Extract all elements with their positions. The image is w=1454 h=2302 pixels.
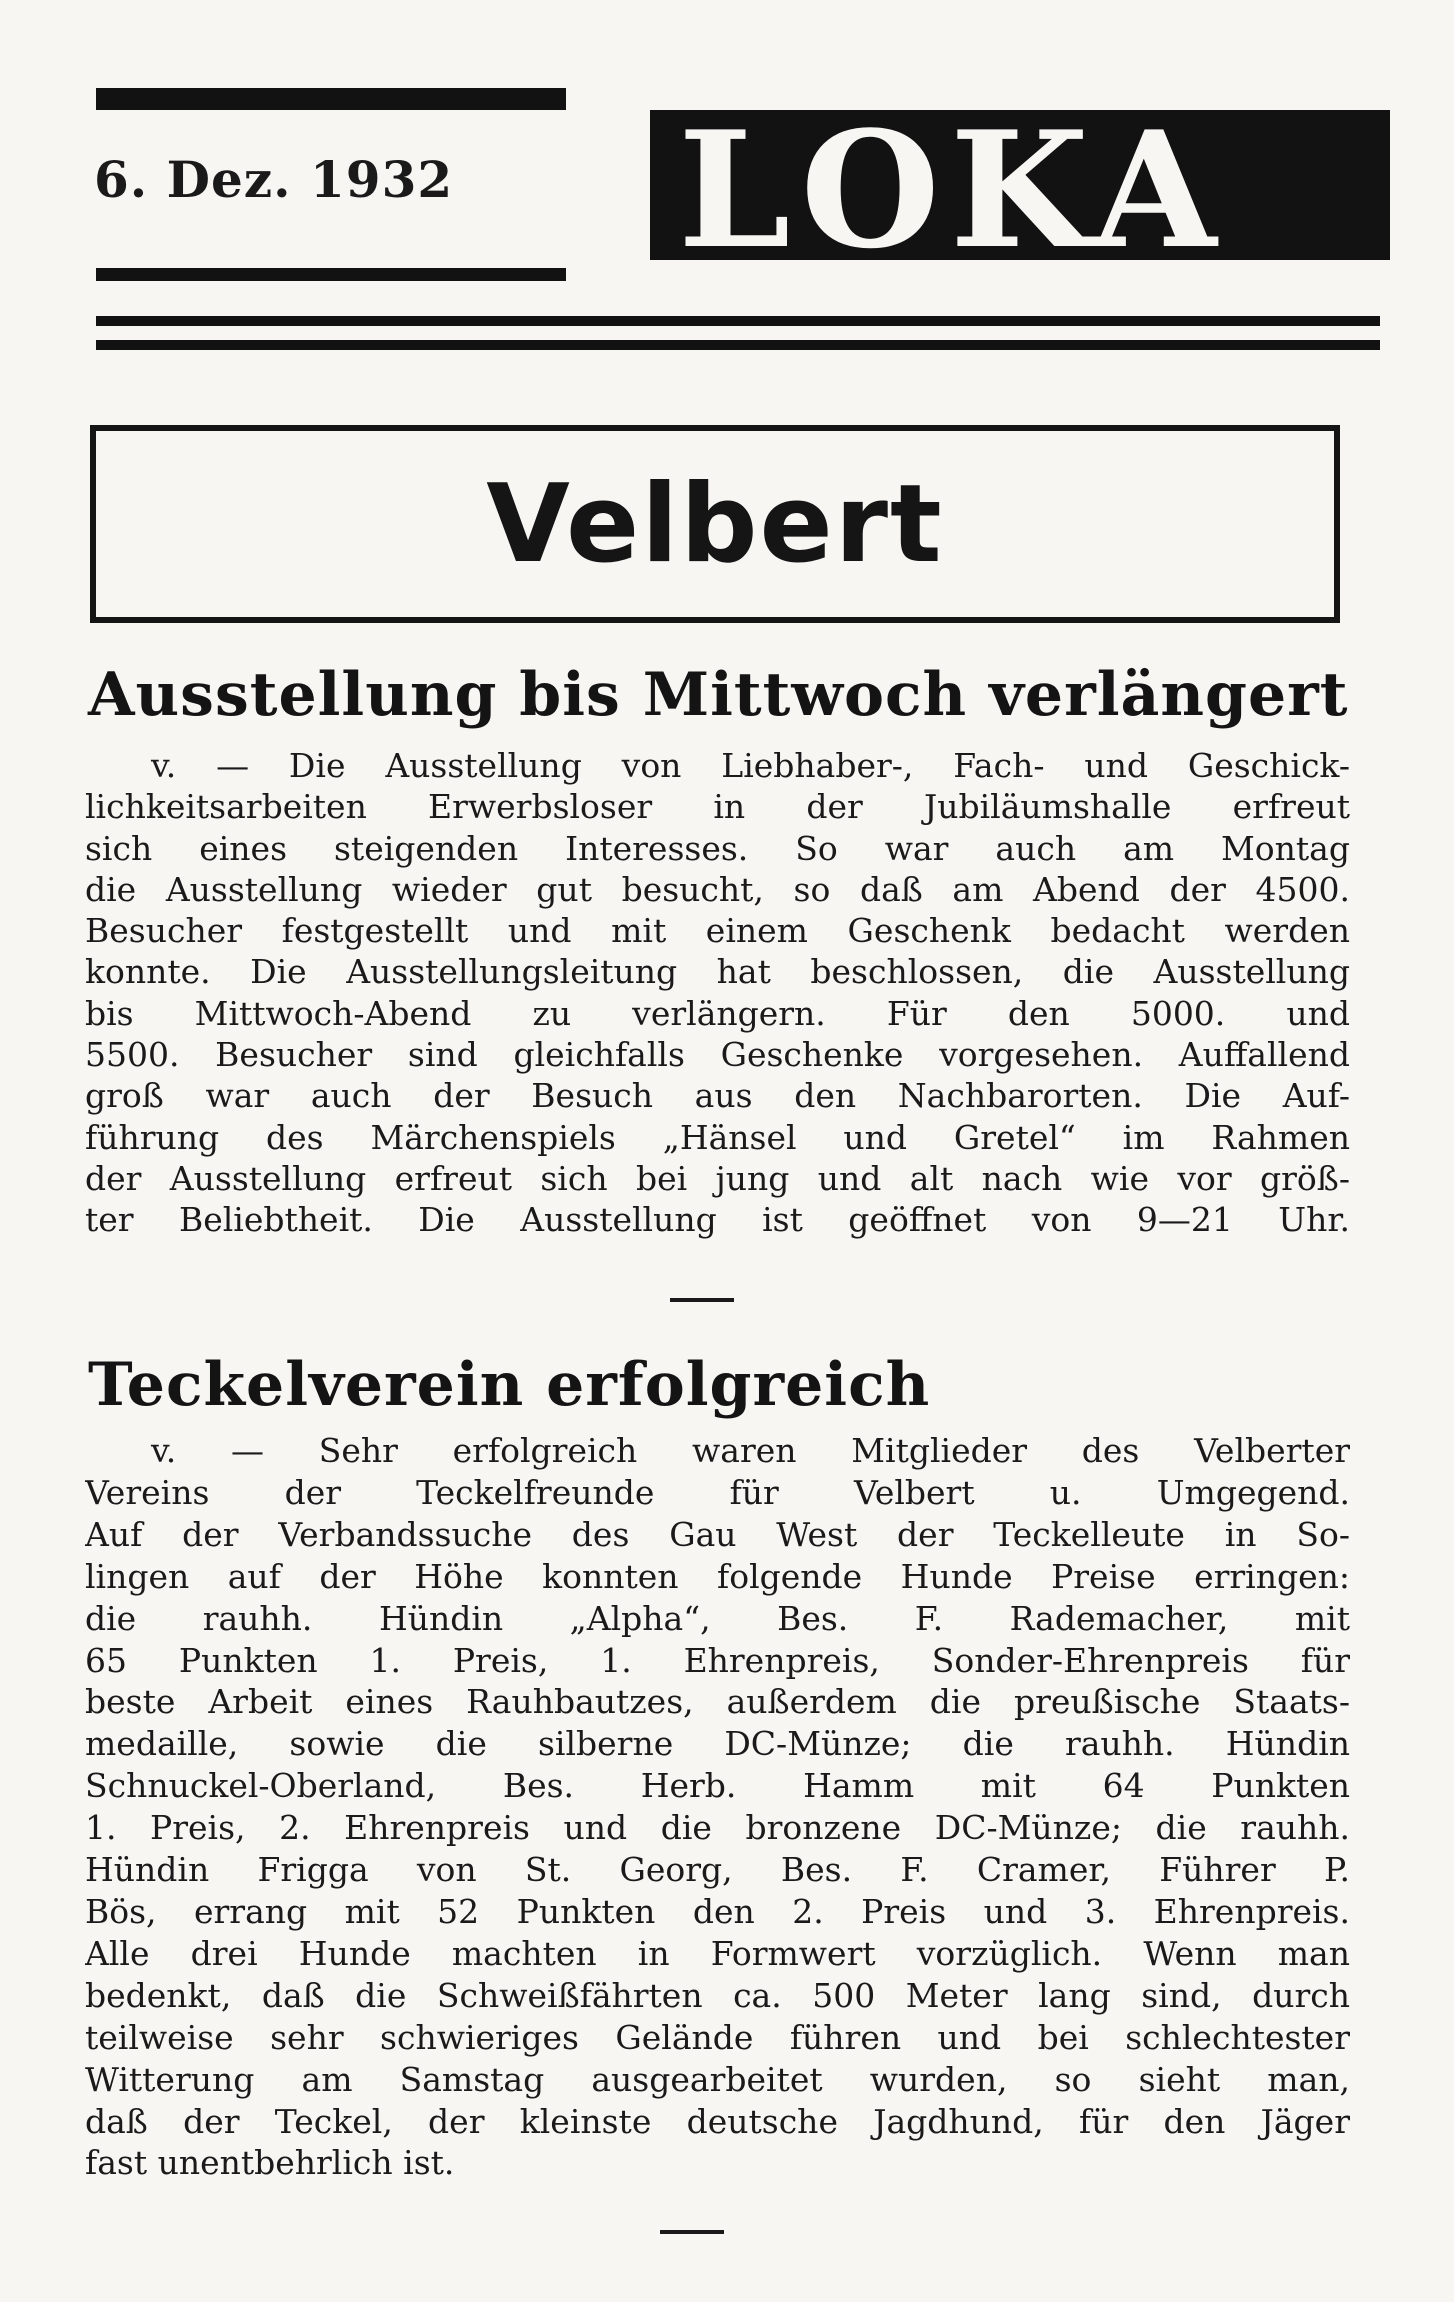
article-line: 1. Preis, 2. Ehrenpreis und die bronzene DC-Münze; die rauhh. [85,1808,1350,1848]
article-line: lingen auf der Höhe konnten folgende Hunde Preise erringen: [85,1556,1350,1596]
masthead-title: LOKA [678,110,1227,260]
article-line: v. — Die Ausstellung von Liebhaber-, Fach- und Geschick- [151,746,1350,785]
article-end-separator [660,2230,724,2234]
article-line: 5500. Besucher sind gleichfalls Geschenke vorgesehen. Auffallend [85,1035,1350,1075]
section-title-box [90,425,1340,623]
article-line: ter Beliebtheit. Die Ausstellung ist geöffnet von 9—21 Uhr. [85,1200,1350,1240]
article-line: Bös, errang mit 52 Punkten den 2. Preis und 3. Ehrenpreis. [85,1891,1350,1931]
header-rule-top-left [96,88,566,110]
article-line: konnte. Die Ausstellungsleitung hat beschlossen, die Ausstellung [85,952,1350,992]
article-line: fast unentbehrlich ist. [85,2143,455,2183]
header-rule-wide-top [96,316,1380,326]
article-line: die rauhh. Hündin „Alpha“, Bes. F. Rademacher, mit [85,1598,1350,1638]
article-line: Schnuckel-Oberland, Bes. Herb. Hamm mit 64 Punkten [85,1766,1350,1806]
article-line: die Ausstellung wieder gut besucht, so daß am Abend der 4500. [85,869,1350,909]
article-line: groß war auch der Besuch aus den Nachbarorten. Die Auf- [85,1076,1350,1116]
article-headline: Teckelverein erfolgreich [88,1350,931,1420]
article-line: Besucher festgestellt und mit einem Geschenk bedacht werden [85,911,1350,951]
article-line: beste Arbeit eines Rauhbautzes, außerdem die preußische Staats- [85,1682,1350,1722]
article-line: v. — Sehr erfolgreich waren Mitglieder des Velberter [151,1431,1350,1470]
article-line: Auf der Verbandssuche des Gau West der Teckelleute in So- [85,1514,1350,1554]
article-line: führung des Märchenspiels „Hänsel und Gretel“ im Rahmen [85,1117,1350,1157]
issue-date: 6. Dez. 1932 [94,150,454,209]
article-line: daß der Teckel, der kleinste deutsche Jagdhund, für den Jäger [85,2101,1350,2141]
article-headline: Ausstellung bis Mittwoch verlängert [88,660,1349,730]
article-line: sich eines steigenden Interesses. So war auch am Montag [85,828,1350,868]
article-line: medaille, sowie die silberne DC-Münze; die rauhh. Hündin [85,1724,1350,1764]
article-line: lichkeitsarbeiten Erwerbsloser in der Jubiläumshalle erfreut [85,787,1350,827]
article-line: teilweise sehr schwieriges Gelände führen und bei schlechtester [85,2017,1350,2057]
article-separator [670,1298,734,1302]
article-line: Alle drei Hunde machten in Formwert vorzüglich. Wenn man [85,1933,1350,1973]
header-rule-wide-bottom [96,340,1380,350]
article-line: bis Mittwoch-Abend zu verlängern. Für den 5000. und [85,993,1350,1033]
article-body [85,745,1350,1241]
article-line: Witterung am Samstag ausgearbeitet wurden, so sieht man, [85,2059,1350,2099]
header-rule-mid-left [96,268,566,281]
section-title: Velbert [486,462,944,587]
masthead-banner [650,110,1390,260]
article-line: 65 Punkten 1. Preis, 1. Ehrenpreis, Sonder-Ehrenpreis für [85,1640,1350,1680]
article-body [85,1430,1350,2184]
article-line: Hündin Frigga von St. Georg, Bes. F. Cramer, Führer P. [85,1850,1350,1890]
article-line: bedenkt, daß die Schweißfährten ca. 500 Meter lang sind, durch [85,1975,1350,2015]
article-line: der Ausstellung erfreut sich bei jung und alt nach wie vor größ- [85,1158,1350,1198]
article-line: Vereins der Teckelfreunde für Velbert u. Umgegend. [85,1472,1350,1512]
